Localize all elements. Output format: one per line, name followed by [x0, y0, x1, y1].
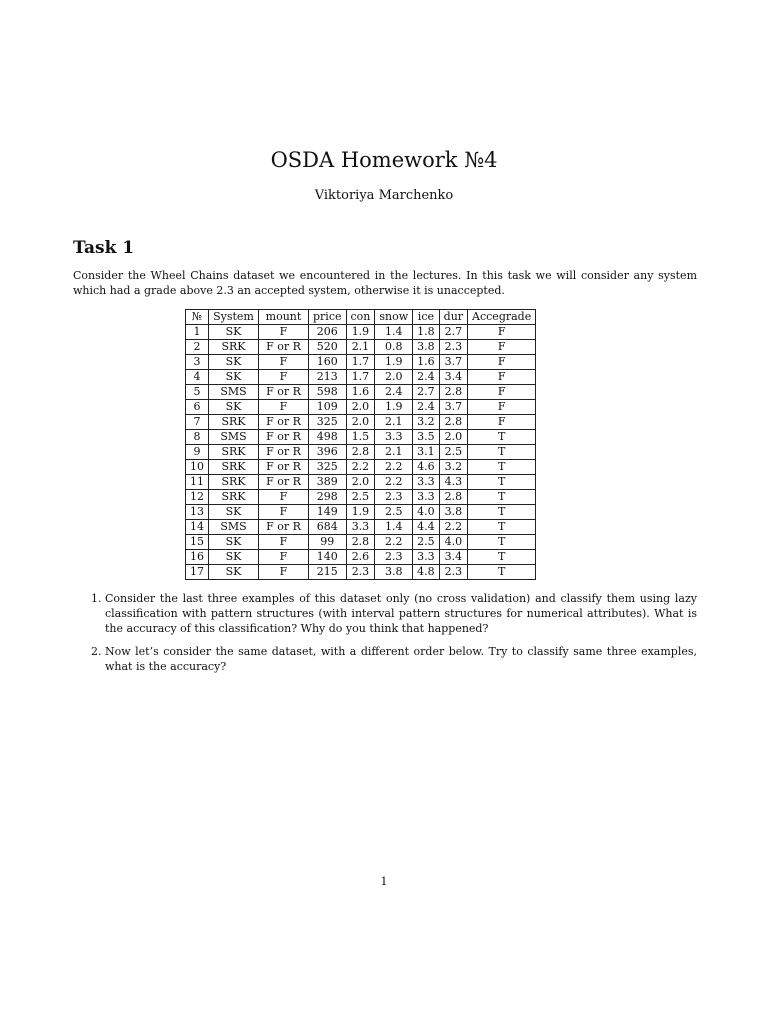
table-cell: SRK: [209, 340, 259, 355]
table-cell: 17: [186, 565, 209, 580]
table-cell: F: [259, 325, 309, 340]
table-row: [186, 355, 536, 370]
table-cell: 2.3: [375, 550, 413, 565]
table-cell: 325: [309, 415, 347, 430]
table-cell: 1.9: [375, 400, 413, 415]
table-cell: 2.4: [375, 385, 413, 400]
table-row: [186, 400, 536, 415]
table-cell: F: [468, 415, 536, 430]
table-cell: 1.4: [375, 520, 413, 535]
table-row: [186, 370, 536, 385]
table-cell: 2.6: [346, 550, 375, 565]
table-cell: 2.3: [439, 565, 467, 580]
table-cell: SK: [209, 355, 259, 370]
table-cell: 2.8: [439, 490, 467, 505]
table-row: [186, 535, 536, 550]
table-cell: 2.2: [375, 460, 413, 475]
table-cell: 1.4: [375, 325, 413, 340]
table-cell: F: [468, 355, 536, 370]
table-cell: F: [259, 400, 309, 415]
table-cell: 3.8: [439, 505, 467, 520]
table-cell: 2.3: [439, 340, 467, 355]
table-cell: 389: [309, 475, 347, 490]
table-cell: T: [468, 430, 536, 445]
table-cell: 3.3: [346, 520, 375, 535]
table-cell: 2.3: [346, 565, 375, 580]
table-cell: 1.7: [346, 370, 375, 385]
table-cell: 2.2: [346, 460, 375, 475]
table-cell: T: [468, 550, 536, 565]
table-cell: 109: [309, 400, 347, 415]
table-cell: T: [468, 520, 536, 535]
table-cell: T: [468, 490, 536, 505]
table-cell: 2.2: [375, 535, 413, 550]
table-cell: 2.4: [413, 370, 440, 385]
table-cell: 3.4: [439, 370, 467, 385]
table-row: [186, 475, 536, 490]
table-cell: 1.8: [413, 325, 440, 340]
task-intro: Consider the Wheel Chains dataset we encountered in the lectures. In this task we will consider any system which had a grade above 2.3 an accepted system, otherwise it is unaccepted.: [73, 269, 697, 297]
table-cell: 140: [309, 550, 347, 565]
table-cell: 598: [309, 385, 347, 400]
table-cell: 2.0: [346, 400, 375, 415]
column-header: con: [346, 310, 375, 325]
table-cell: 3.7: [439, 355, 467, 370]
table-row: [186, 565, 536, 580]
table-cell: F or R: [259, 415, 309, 430]
table-cell: F or R: [259, 430, 309, 445]
table-cell: 7: [186, 415, 209, 430]
table-cell: SRK: [209, 490, 259, 505]
table-cell: 2.1: [375, 445, 413, 460]
table-row: [186, 445, 536, 460]
table-cell: F: [259, 550, 309, 565]
task-heading: Task 1: [73, 238, 135, 258]
table-cell: T: [468, 535, 536, 550]
page-number: 1: [380, 875, 388, 888]
table-cell: 2.1: [346, 340, 375, 355]
table-cell: 3.5: [413, 430, 440, 445]
table-cell: SK: [209, 550, 259, 565]
table-cell: SK: [209, 370, 259, 385]
table-cell: SRK: [209, 445, 259, 460]
table-cell: 10: [186, 460, 209, 475]
table-cell: 2.0: [439, 430, 467, 445]
table-cell: 4.0: [413, 505, 440, 520]
table-cell: T: [468, 445, 536, 460]
table-cell: 6: [186, 400, 209, 415]
table-cell: 684: [309, 520, 347, 535]
table-cell: F or R: [259, 460, 309, 475]
table-cell: F: [259, 355, 309, 370]
table-cell: F or R: [259, 520, 309, 535]
table-cell: 2.2: [375, 475, 413, 490]
table-cell: 4.8: [413, 565, 440, 580]
table-cell: SRK: [209, 460, 259, 475]
table-cell: 8: [186, 430, 209, 445]
table-cell: 1.9: [346, 505, 375, 520]
table-cell: SK: [209, 400, 259, 415]
table-cell: F: [259, 505, 309, 520]
document-title: OSDA Homework №4: [270, 148, 498, 172]
table-cell: 1.9: [375, 355, 413, 370]
table-cell: 3.2: [439, 460, 467, 475]
table-cell: 3.3: [413, 475, 440, 490]
table-cell: 2.7: [413, 385, 440, 400]
table-row: [186, 505, 536, 520]
table-cell: F: [259, 565, 309, 580]
table-body: [186, 325, 536, 580]
table-cell: 3.4: [439, 550, 467, 565]
table-cell: 3.3: [413, 490, 440, 505]
table-cell: 520: [309, 340, 347, 355]
table-row: [186, 340, 536, 355]
table-row: [186, 325, 536, 340]
table-cell: 4.0: [439, 535, 467, 550]
table-cell: F: [468, 370, 536, 385]
table-cell: T: [468, 565, 536, 580]
column-header: snow: [375, 310, 413, 325]
table-cell: 16: [186, 550, 209, 565]
table-cell: 498: [309, 430, 347, 445]
table-cell: 5: [186, 385, 209, 400]
table-cell: 2.8: [439, 385, 467, 400]
table-cell: 4.3: [439, 475, 467, 490]
table-cell: 2.1: [375, 415, 413, 430]
table-header-row: [186, 310, 536, 325]
table-cell: 2: [186, 340, 209, 355]
table-cell: 2.5: [413, 535, 440, 550]
table-cell: SMS: [209, 520, 259, 535]
table-cell: 3.8: [413, 340, 440, 355]
question-item: 2. Now let’s consider the same dataset, with a different order below. Try to classify same three examples, what is the accuracy?: [105, 644, 697, 674]
table-row: [186, 385, 536, 400]
table-cell: F or R: [259, 340, 309, 355]
table-cell: SRK: [209, 415, 259, 430]
table-cell: 4.4: [413, 520, 440, 535]
table-cell: 2.7: [439, 325, 467, 340]
table-cell: 2.0: [375, 370, 413, 385]
table-cell: T: [468, 460, 536, 475]
table-cell: 3: [186, 355, 209, 370]
table-cell: SK: [209, 505, 259, 520]
table-cell: 12: [186, 490, 209, 505]
table-cell: 325: [309, 460, 347, 475]
table-cell: 2.3: [375, 490, 413, 505]
table-cell: SK: [209, 535, 259, 550]
table-cell: 11: [186, 475, 209, 490]
table-cell: F: [259, 535, 309, 550]
table-cell: 2.8: [346, 535, 375, 550]
table-cell: T: [468, 505, 536, 520]
table-cell: T: [468, 475, 536, 490]
table-cell: 99: [309, 535, 347, 550]
table-row: [186, 520, 536, 535]
table-row: [186, 415, 536, 430]
table-cell: 160: [309, 355, 347, 370]
table-cell: 3.7: [439, 400, 467, 415]
table-cell: 13: [186, 505, 209, 520]
table-cell: 2.8: [439, 415, 467, 430]
table-cell: 1.7: [346, 355, 375, 370]
table-cell: 3.8: [375, 565, 413, 580]
table-cell: 2.0: [346, 415, 375, 430]
table-cell: F: [468, 340, 536, 355]
table-row: [186, 550, 536, 565]
table-cell: F: [468, 400, 536, 415]
table-cell: 3.1: [413, 445, 440, 460]
table-cell: 1.9: [346, 325, 375, 340]
table-cell: F: [259, 370, 309, 385]
table-cell: 4.6: [413, 460, 440, 475]
table-cell: 9: [186, 445, 209, 460]
table-cell: SMS: [209, 385, 259, 400]
table-cell: 4: [186, 370, 209, 385]
table-cell: 2.4: [413, 400, 440, 415]
column-header: price: [309, 310, 347, 325]
column-header: System: [209, 310, 259, 325]
table-cell: 149: [309, 505, 347, 520]
table-cell: 1.6: [346, 385, 375, 400]
table-cell: F or R: [259, 475, 309, 490]
column-header: Accegrade: [468, 310, 536, 325]
table-cell: SK: [209, 565, 259, 580]
wheel-chains-table: [185, 309, 536, 580]
table-cell: 2.8: [346, 445, 375, 460]
table-cell: 213: [309, 370, 347, 385]
table-cell: 2.5: [375, 505, 413, 520]
table-cell: 3.3: [413, 550, 440, 565]
column-header: dur: [439, 310, 467, 325]
column-header: mount: [259, 310, 309, 325]
table-cell: F: [468, 325, 536, 340]
table-cell: SMS: [209, 430, 259, 445]
question-list: [73, 591, 697, 682]
table-cell: 1.5: [346, 430, 375, 445]
column-header: №: [186, 310, 209, 325]
table-cell: 1: [186, 325, 209, 340]
table-cell: 0.8: [375, 340, 413, 355]
author-name: Viktoriya Marchenko: [314, 188, 454, 203]
table-cell: 298: [309, 490, 347, 505]
table-cell: F or R: [259, 385, 309, 400]
table-cell: 396: [309, 445, 347, 460]
table-cell: 1.6: [413, 355, 440, 370]
table-cell: 2.5: [346, 490, 375, 505]
question-item: 1. Consider the last three examples of this dataset only (no cross validation) and classify them using lazy classification with pattern structures (with interval pattern structures for numerical attributes). What is the accuracy of this classification? Why do you think that happened?: [105, 591, 697, 636]
column-header: ice: [413, 310, 440, 325]
table-cell: F: [259, 490, 309, 505]
table-row: [186, 460, 536, 475]
table-cell: 15: [186, 535, 209, 550]
table-row: [186, 490, 536, 505]
table-cell: F: [468, 385, 536, 400]
table-cell: 2.0: [346, 475, 375, 490]
table-cell: 215: [309, 565, 347, 580]
table-cell: 3.2: [413, 415, 440, 430]
table-cell: SRK: [209, 475, 259, 490]
table-cell: 2.2: [439, 520, 467, 535]
table-cell: 14: [186, 520, 209, 535]
table-cell: 2.5: [439, 445, 467, 460]
table-cell: 3.3: [375, 430, 413, 445]
table-cell: SK: [209, 325, 259, 340]
table-row: [186, 430, 536, 445]
table-cell: F or R: [259, 445, 309, 460]
table-cell: 206: [309, 325, 347, 340]
